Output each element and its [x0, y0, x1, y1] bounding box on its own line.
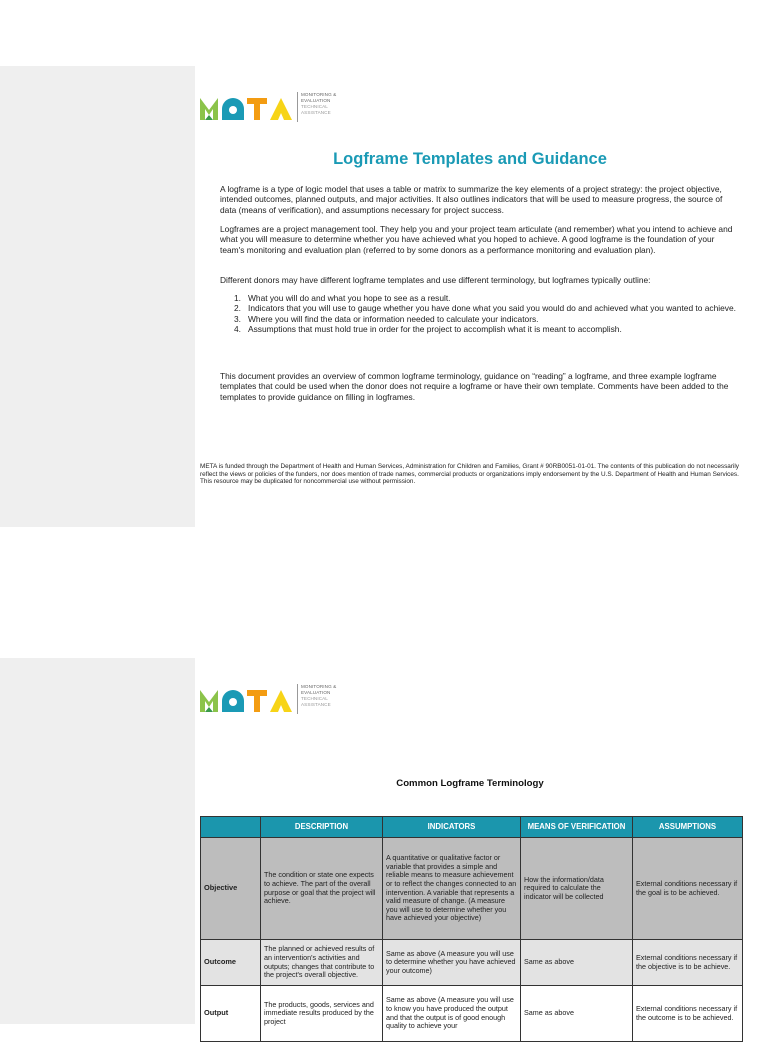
table-cell: Same as above (A measure you will use to determine whether you have achieved your outcome)	[383, 940, 521, 986]
column-header: DESCRIPTION	[261, 817, 383, 838]
table-cell: Same as above	[521, 940, 633, 986]
page-title: Logframe Templates and Guidance	[333, 150, 607, 168]
list-item	[234, 303, 740, 313]
column-header: INDICATORS	[383, 817, 521, 838]
section-heading: Common Logframe Terminology	[396, 778, 544, 789]
document-overview-paragraph: This document provides an overview of common logframe terminology, guidance on “reading” a logframe, and three example logframe templates that could be used when the donor does not require a logframe or have their own template. Comments have been added to the templates to provide guidance on filling in logframes.	[220, 371, 729, 402]
table-cell: How the information/data required to calculate the indicator will be collected	[521, 838, 633, 940]
management-paragraph: Logframes are a project management tool. They help you and your project team articulate (and remember) what you intend to achieve and what you will measure to determine whether you have achieved what you hoped to achieve. A good logframe is the foundation of your team's monitoring and evaluation plan (referred to by some donors as a performance monitoring and evaluation plan).	[220, 224, 733, 255]
list-number: 2.	[234, 303, 241, 314]
funding-footnote: META is funded through the Department of Health and Human Services, Administration for Children and Families, Grant # 90RB0051-01-01. The contents of this publication do not necessarily reflect the views or policies of the funders, nor does mention of trade names, commercial products or organizations imply endorsement by the U.S. Department of Health and Human Services. This resource may be duplicated for noncommercial use without permission.	[200, 463, 739, 486]
table-cell: Same as above (A measure you will use to know you have produced the output and that the output is of good enough quality to achieve your	[383, 986, 521, 1042]
table-cell: The condition or state one expects to achieve. The part of the overall purpose or goal that the project will achieve.	[261, 838, 383, 940]
table-header-row	[201, 817, 743, 838]
list-number: 4.	[234, 324, 241, 335]
logo-tagline	[301, 92, 336, 116]
table-cell: External conditions necessary if the outcome is to be achieved.	[633, 986, 743, 1042]
table-cell: Same as above	[521, 986, 633, 1042]
list-item-text: Indicators that you will use to gauge whether you have done what you said you would do and achieved what you wanted to achieve.	[248, 303, 736, 314]
column-header: ASSUMPTIONS	[633, 817, 743, 838]
list-number: 1.	[234, 293, 241, 303]
list-item-text: Assumptions that must hold true in order for the project to accomplish what it is meant to accomplish.	[248, 324, 622, 335]
logo-tagline-line: EVALUATION	[301, 690, 331, 695]
logo-tagline-line: TECHNICAL	[301, 696, 328, 701]
page-gutter	[0, 658, 195, 1024]
document-page-2	[0, 658, 768, 1031]
column-header	[201, 817, 261, 838]
table-cell: External conditions necessary if the objective is to be achieve.	[633, 940, 743, 986]
logo-tagline-line: ASSISTANCE	[301, 110, 331, 115]
terminology-table	[200, 816, 743, 1042]
row-label: Outcome	[201, 940, 261, 986]
intro-paragraph: A logframe is a type of logic model that uses a table or matrix to summarize the key elements of a project strategy: the project objective, intended outcomes, planned outputs, and major activities. It also outlines indicators that will be used to measure progress, the source of data (means of verification), and assumptions necessary for project success.	[220, 184, 723, 215]
document-page-1	[0, 66, 768, 527]
outline-intro-paragraph: Different donors may have different logframe templates and use different terminology, but logframes typically outline:	[220, 275, 651, 285]
meta-logo	[200, 90, 350, 124]
list-item	[234, 324, 740, 334]
meta-logo-mark	[200, 686, 295, 714]
table-cell: The planned or achieved results of an intervention's activities and outputs; changes that contribute to the project's overall objective.	[261, 940, 383, 986]
table-row	[201, 940, 743, 986]
logo-tagline-line: MONITORING &	[301, 684, 337, 689]
page-gutter	[0, 66, 195, 527]
table-cell: A quantitative or qualitative factor or variable that provides a simple and reliable means to measure achievement or to reflect the changes connected to an intervention. A variable that represents a valid measure of change. (A measure you will use to determine whether you have achieved your objective)	[383, 838, 521, 940]
logo-tagline-line: ASSISTANCE	[301, 702, 331, 707]
table-row	[201, 986, 743, 1042]
list-number: 3.	[234, 313, 241, 324]
logo-tagline-line: EVALUATION	[301, 98, 331, 103]
table-cell: External conditions necessary if the goal is to be achieved.	[633, 838, 743, 940]
logo-tagline-line: MONITORING &	[301, 92, 337, 97]
logo-tagline	[301, 684, 336, 708]
list-item-text: Where you will find the data or information needed to calculate your indicators.	[248, 313, 539, 324]
outline-list	[234, 293, 740, 335]
list-item	[234, 293, 740, 303]
list-item-text: What you will do and what you hope to see as a result.	[248, 293, 451, 303]
meta-logo	[200, 682, 350, 716]
row-label: Output	[201, 986, 261, 1042]
list-item	[234, 314, 740, 324]
logo-divider	[297, 684, 298, 714]
meta-logo-mark	[200, 94, 295, 122]
column-header: MEANS OF VERIFICATION	[521, 817, 633, 838]
logo-divider	[297, 92, 298, 122]
table-cell: The products, goods, services and immediate results produced by the project	[261, 986, 383, 1042]
row-label: Objective	[201, 838, 261, 940]
table-row	[201, 838, 743, 940]
logo-tagline-line: TECHNICAL	[301, 104, 328, 109]
